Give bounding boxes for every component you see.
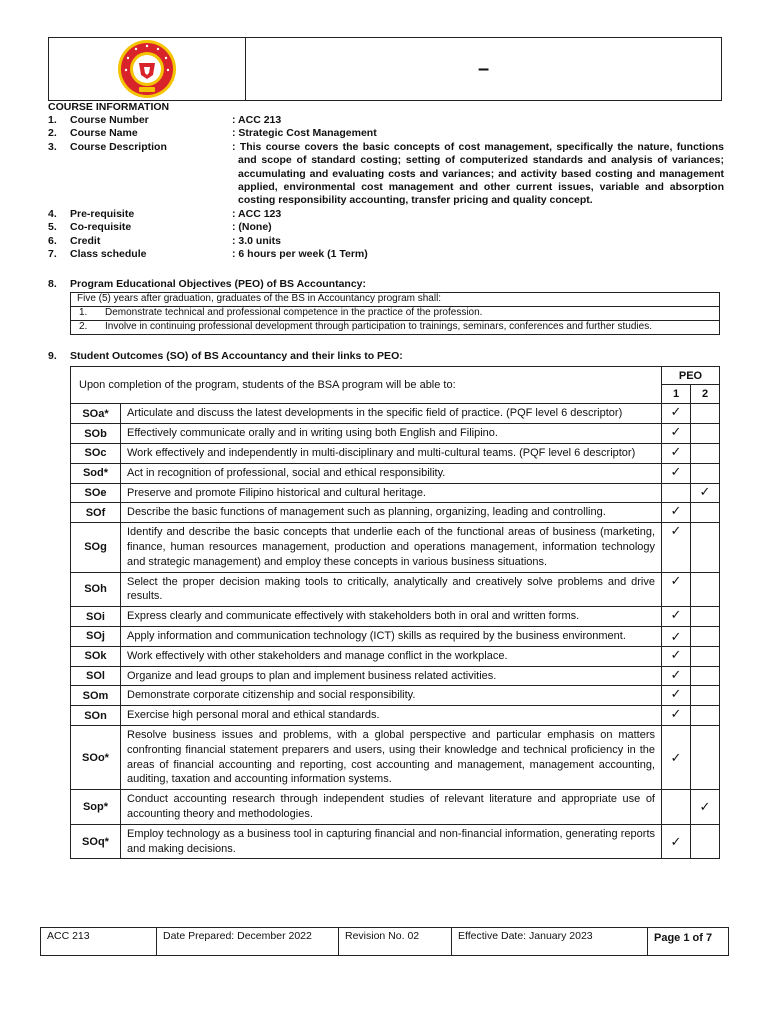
so-text: Articulate and discuss the latest developments in the specific field of practice. (PQF level 6 descriptor) [121, 404, 662, 424]
header-box [48, 37, 722, 101]
peo2-check-icon [691, 646, 720, 666]
so-code: SOg [71, 523, 121, 572]
so-text: Preserve and promote Filipino historical and cultural heritage. [121, 483, 662, 503]
so-section [48, 350, 724, 859]
peo1-check-icon [662, 483, 691, 503]
info-row-class-schedule [48, 248, 724, 261]
so-row [71, 790, 720, 825]
peo-heading: Program Educational Objectives (PEO) of BS Accountancy: [70, 278, 367, 290]
so-text: Employ technology as a business tool in capturing financial and non-financial information, generating reports and making decisions. [121, 824, 662, 859]
so-code: SOb [71, 424, 121, 444]
so-row [71, 686, 720, 706]
info-label: Course Name [70, 127, 138, 140]
so-header-row [71, 367, 720, 385]
so-text: Demonstrate corporate citizenship and social responsibility. [121, 686, 662, 706]
peo1-check-icon: ✓ [662, 572, 691, 607]
peo2-check-icon: ✓ [691, 790, 720, 825]
header-title: – [477, 57, 490, 80]
so-row [71, 444, 720, 464]
peo-item [71, 320, 719, 334]
peo2-check-icon [691, 725, 720, 789]
so-row [71, 824, 720, 859]
so-code: SOm [71, 686, 121, 706]
so-code: SOn [71, 706, 121, 726]
peo-column-1: 1 [662, 385, 691, 404]
so-row [71, 424, 720, 444]
footer-course: ACC 213 [41, 928, 157, 955]
info-value: : ACC 213 [232, 114, 282, 126]
peo2-check-icon [691, 607, 720, 627]
section-number: 8. [48, 278, 57, 290]
peo1-check-icon: ✓ [662, 463, 691, 483]
info-value: : 3.0 units [232, 234, 282, 247]
info-label: Credit [70, 234, 101, 247]
peo2-check-icon [691, 424, 720, 444]
so-row [71, 463, 720, 483]
peo2-check-icon [691, 686, 720, 706]
peo-intro: Five (5) years after graduation, graduates of the BS in Accountancy program shall: [77, 293, 442, 305]
footer-date-prepared: Date Prepared: December 2022 [157, 928, 339, 955]
so-code: SOc [71, 444, 121, 464]
peo1-check-icon: ✓ [662, 626, 691, 646]
info-label: Class schedule [70, 248, 147, 261]
info-row-corequisite [48, 221, 724, 234]
so-code: SOf [71, 503, 121, 523]
so-row [71, 607, 720, 627]
so-heading: Student Outcomes (SO) of BS Accountancy and their links to PEO: [70, 350, 403, 362]
peo-box [70, 292, 720, 334]
peo2-check-icon [691, 706, 720, 726]
info-num: 5. [48, 221, 57, 234]
info-label: Course Description [70, 140, 167, 153]
info-value: : 6 hours per week (1 Term) [232, 248, 368, 261]
so-text: Organize and lead groups to plan and implement business related activities. [121, 666, 662, 686]
peo1-check-icon: ✓ [662, 607, 691, 627]
peo-heading-row [48, 278, 724, 291]
so-row [71, 646, 720, 666]
peo-section [48, 278, 724, 335]
peo-item [71, 306, 719, 320]
info-row-course-number [48, 114, 724, 127]
so-code: SOo* [71, 725, 121, 789]
so-text: Conduct accounting research through independent studies of relevant literature and appropriate use of accounting theory and methodologies. [121, 790, 662, 825]
so-code: Sop* [71, 790, 121, 825]
info-label: Course Number [70, 114, 149, 126]
so-text: Express clearly and communicate effectively with stakeholders both in oral and written forms. [121, 607, 662, 627]
info-label: Co-requisite [70, 221, 132, 234]
peo1-check-icon: ✓ [662, 824, 691, 859]
so-text: Resolve business issues and problems, with a global perspective and particular emphasis on matters confronting financial statement preparers and users, using their knowledge and technical proficiency in the areas of financial accounting and reporting, cost accounting and management, management accounting, auditing, taxation and accounting information systems. [121, 725, 662, 789]
course-information-section [48, 101, 724, 261]
so-row [71, 666, 720, 686]
so-code: SOq* [71, 824, 121, 859]
info-row-course-description [48, 141, 724, 208]
footer-revision: Revision No. 02 [339, 928, 452, 955]
so-table [70, 366, 720, 859]
so-row [71, 404, 720, 424]
so-text: Work effectively and independently in multi-disciplinary and multi-cultural teams. (PQF level 6 descriptor) [121, 444, 662, 464]
info-value: : Strategic Cost Management [232, 127, 377, 140]
section-number: 9. [48, 350, 57, 362]
peo2-check-icon [691, 626, 720, 646]
info-num: 4. [48, 207, 57, 220]
peo-item-text: Demonstrate technical and professional competence in the practice of the profession. [105, 307, 483, 319]
so-code: Sod* [71, 463, 121, 483]
so-row [71, 523, 720, 572]
peo1-check-icon: ✓ [662, 444, 691, 464]
info-num: 3. [48, 140, 57, 153]
page-footer [40, 927, 729, 956]
course-description-text: : This course covers the basic concepts of cost management, specifically the nature, functions and scope of standard costing; setting of computerized standards and analysis of variances; accumulating and evaluating costs and variances; and activity based costing and management applied, environmental cost management and other current issues, variable and absorption costing responsibility accounting, transfer pricing and quality concept. [232, 140, 724, 207]
info-row-course-name [48, 127, 724, 140]
peo2-check-icon [691, 523, 720, 572]
peo2-check-icon [691, 824, 720, 859]
college-seal-logo [117, 39, 177, 99]
peo2-check-icon [691, 503, 720, 523]
so-code: SOi [71, 607, 121, 627]
so-row [71, 572, 720, 607]
so-text: Select the proper decision making tools to critically, analytically and creatively solve problems and drive results. [121, 572, 662, 607]
peo1-check-icon: ✓ [662, 706, 691, 726]
so-code: SOa* [71, 404, 121, 424]
peo2-check-icon: ✓ [691, 483, 720, 503]
peo2-check-icon [691, 404, 720, 424]
info-row-prerequisite [48, 208, 724, 221]
info-num: 6. [48, 234, 57, 247]
peo1-check-icon: ✓ [662, 686, 691, 706]
logo-cell [49, 38, 246, 100]
info-num: 7. [48, 248, 57, 261]
peo1-check-icon: ✓ [662, 503, 691, 523]
info-label: Pre-requisite [70, 207, 135, 220]
peo1-check-icon: ✓ [662, 666, 691, 686]
peo2-check-icon [691, 666, 720, 686]
peo-item-text: Involve in continuing professional development through participation to trainings, seminars, conferences and further studies. [105, 321, 652, 332]
so-code: SOj [71, 626, 121, 646]
so-intro: Upon completion of the program, students of the BSA program will be able to: [71, 367, 662, 404]
so-row [71, 725, 720, 789]
peo1-check-icon: ✓ [662, 646, 691, 666]
so-text: Act in recognition of professional, social and ethical responsibility. [121, 463, 662, 483]
so-text: Exercise high personal moral and ethical standards. [121, 706, 662, 726]
footer-page-number: Page 1 of 7 [654, 932, 713, 944]
so-row [71, 626, 720, 646]
so-row [71, 503, 720, 523]
so-code: SOe [71, 483, 121, 503]
peo1-check-icon: ✓ [662, 725, 691, 789]
peo1-check-icon: ✓ [662, 424, 691, 444]
so-heading-row [48, 350, 724, 363]
info-num: 2. [48, 127, 57, 140]
so-text: Describe the basic functions of management such as planning, organizing, leading and controlling. [121, 503, 662, 523]
footer-effective-date: Effective Date: January 2023 [452, 928, 648, 955]
so-text: Identify and describe the basic concepts that underlie each of the functional areas of business (marketing, finance, human resources management, production and operations management, information technology and strategic management) and employ these concepts in various business situations. [121, 523, 662, 572]
peo2-check-icon [691, 572, 720, 607]
so-text: Effectively communicate orally and in writing using both English and Filipino. [121, 424, 662, 444]
peo-item-number: 2. [79, 321, 88, 332]
peo-column-heading: PEO [662, 367, 720, 385]
peo-column-2: 2 [691, 385, 720, 404]
so-code: SOl [71, 666, 121, 686]
peo1-check-icon: ✓ [662, 404, 691, 424]
info-num: 1. [48, 114, 57, 126]
info-row-credit [48, 235, 724, 248]
course-information-heading: COURSE INFORMATION [48, 101, 170, 113]
info-value: : ACC 123 [232, 207, 282, 220]
peo1-check-icon [662, 790, 691, 825]
so-text: Apply information and communication technology (ICT) skills as required by the business environment. [121, 626, 662, 646]
peo1-check-icon: ✓ [662, 523, 691, 572]
peo2-check-icon [691, 463, 720, 483]
so-code: SOk [71, 646, 121, 666]
peo-item-number: 1. [79, 307, 88, 319]
so-text: Work effectively with other stakeholders and manage conflict in the workplace. [121, 646, 662, 666]
so-code: SOh [71, 572, 121, 607]
peo2-check-icon [691, 444, 720, 464]
info-value: : (None) [232, 221, 272, 234]
so-row [71, 483, 720, 503]
so-row [71, 706, 720, 726]
